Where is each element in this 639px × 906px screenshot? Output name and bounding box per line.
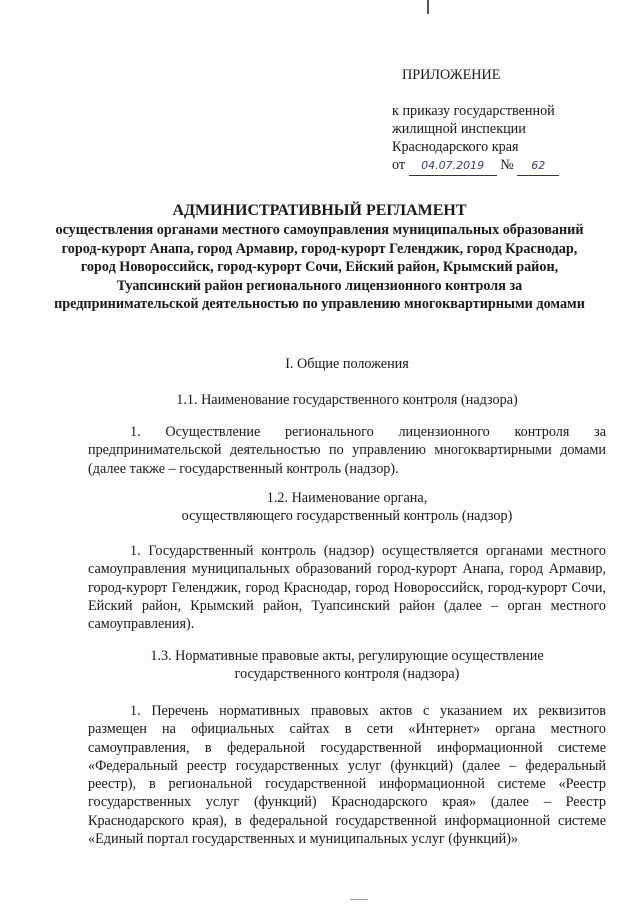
appendix-heading: ПРИЛОЖЕНИЕ [402, 67, 501, 83]
date-prefix: от [392, 157, 406, 173]
scan-mark-top [427, 0, 429, 14]
title-subtitle: осуществления органами местного самоуправления муниципальных образований город-курорт Анапа, город Армавир, город-курорт Геленджик, город Краснодар, город Новороссийск, город-курорт Сочи, Ейский район, Крымский район, Туапсинский район регионального лицензионного контроля за предпринимательской деятельностью по управлению многоквартирными домами [54, 222, 585, 312]
section-1-1-heading: 1.1. Наименование государственного контроля (надзора) [176, 392, 518, 408]
appendix-line-1: к приказу государственной [392, 103, 555, 119]
appendix-line-2: жилищной инспекции [392, 121, 526, 137]
appendix-date-line [392, 156, 632, 176]
appendix-line-3: Краснодарского края [392, 139, 519, 155]
handwritten-date: 04.07.2019 [409, 157, 497, 176]
section-1-heading: I. Общие положения [285, 356, 409, 372]
section-1-2-heading-line-1: 1.2. Наименование органа, [266, 490, 428, 506]
section-1-3-text: 1. Перечень нормативных правовых актов с указанием их реквизитов размещен на официальных сайтах в сети «Интернет» органа местного самоуправления, в федеральной государственной информационной системе «Федеральный реестр государственных услуг (функций) (далее – федеральный реестр), в региональной государственной информационной системе «Реестр государственных услуг (функций) Краснодарского края» (далее – Реестр Краснодарского края), в федеральной государственной информационной системе «Единый портал государственных и муниципальных услуг (функций)» [88, 703, 606, 848]
document-title [0, 201, 639, 314]
section-1-2-text: 1. Государственный контроль (надзор) осуществляется органами местного самоуправления муниципальных образований город-курорт Анапа, город Армавир, город-курорт Геленджик, город Краснодар, город Новороссийск, город-курорт Сочи, Ейский район, Крымский район, Туапсинский район (далее – орган местного самоуправления). [88, 543, 606, 633]
section-1-3-heading [88, 647, 606, 684]
number-prefix: № [500, 157, 514, 173]
section-1-1-text: 1. Осуществление регионального лицензионного контроля за предпринимательской деятельностью по управлению многоквартирными домами (далее также – государственный контроль (надзор). [88, 424, 606, 477]
handwritten-number: 62 [517, 157, 559, 176]
title-main: АДМИНИСТРАТИВНЫЙ РЕГЛАМЕНТ [172, 202, 467, 219]
section-1-3-heading-line-2: государственного контроля (надзора) [234, 666, 460, 683]
section-1-2-heading-line-2: осуществляющего государственный контроль (надзор) [181, 508, 513, 525]
section-1-3-heading-line-1: 1.3. Нормативные правовые акты, регулирующие осуществление [150, 648, 544, 664]
appendix-block [392, 66, 632, 176]
section-1-2-heading [88, 489, 606, 526]
